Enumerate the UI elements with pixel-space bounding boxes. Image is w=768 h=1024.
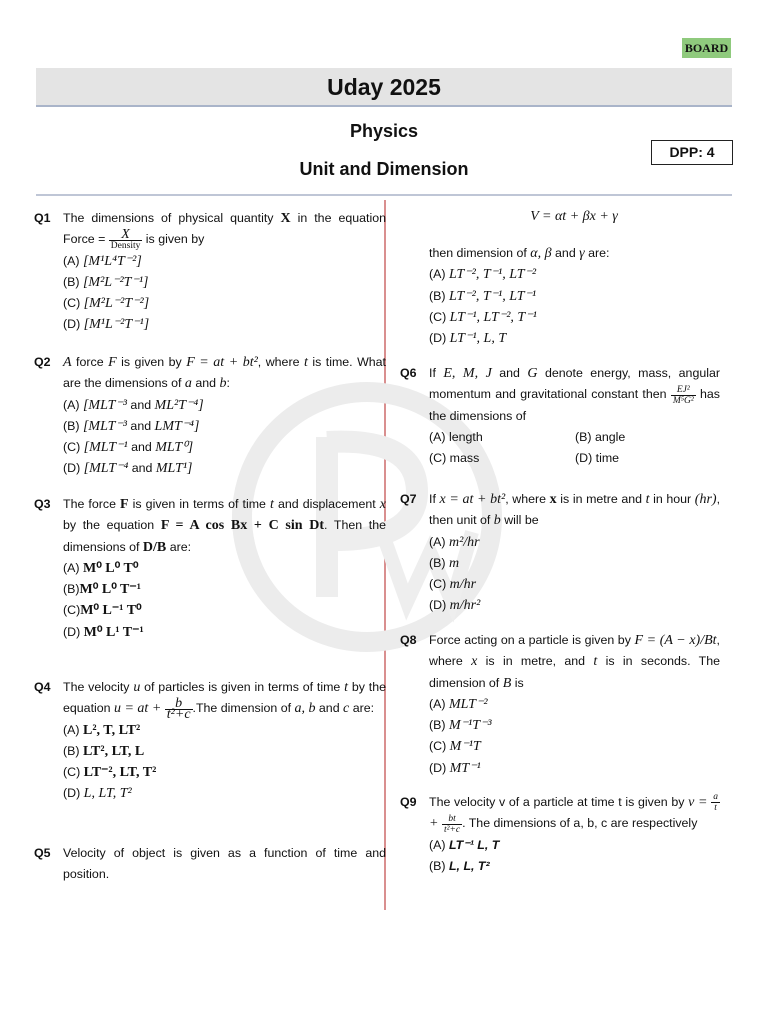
- q-text: in hour: [649, 492, 695, 506]
- q-math: G: [527, 366, 538, 381]
- q-math: b: [219, 376, 227, 392]
- q-text: by the equation: [63, 680, 387, 716]
- option-value: M⁰ L⁻¹ T⁰: [80, 603, 142, 619]
- q-math: α, β: [530, 246, 552, 261]
- q-math: X: [280, 211, 291, 226]
- option-text: and: [127, 440, 156, 455]
- option-value: MLT⁻²: [448, 696, 488, 712]
- option-value: M⁻¹T: [449, 739, 481, 755]
- option-value: MLT¹]: [155, 461, 193, 477]
- option-value: [MLT⁻¹: [83, 440, 128, 456]
- option-d: [63, 622, 386, 643]
- option-value: m/hr: [449, 577, 477, 593]
- q-text: . The dimensions of a, b, c are respectively: [462, 816, 698, 831]
- option-c: [429, 736, 720, 757]
- option-a: [429, 264, 747, 285]
- q-math: x = at + bt²: [439, 492, 506, 507]
- q-math: u: [133, 680, 141, 695]
- q-math: t: [593, 654, 598, 670]
- option-label: (D): [63, 317, 81, 332]
- q-math: t: [344, 680, 349, 695]
- q-math: +: [429, 816, 442, 832]
- question-body: [429, 243, 747, 349]
- option-b: [429, 715, 720, 736]
- option-label: (B): [63, 582, 80, 597]
- option-value: LT⁻², T⁻¹, LT⁻¹: [448, 288, 537, 304]
- question-body: [429, 489, 720, 617]
- option-a: [63, 720, 386, 741]
- option-label: (C): [63, 296, 81, 311]
- option-label: (C): [63, 765, 81, 780]
- q-math: E, M, J: [443, 366, 492, 381]
- option-value: L, LT, T²: [83, 786, 132, 802]
- option-label: (A): [63, 253, 80, 268]
- option-value: M⁰ L⁰ T⁻¹: [79, 582, 141, 598]
- option-label: (B): [63, 743, 80, 758]
- q-text: is given in terms of time: [128, 497, 270, 511]
- question-number: Q2: [34, 355, 51, 369]
- denominator: t²+c: [166, 706, 191, 722]
- q-text: force: [71, 355, 109, 369]
- fraction: [671, 385, 696, 406]
- q-math: t: [303, 355, 308, 370]
- numerator: X: [109, 230, 143, 241]
- q-text: and: [191, 376, 220, 391]
- option-c: [429, 307, 747, 328]
- option-a: [63, 251, 386, 272]
- dpp-box: DPP: 4: [651, 140, 733, 165]
- option-a: [429, 532, 720, 553]
- q-text: denote energy, mass, angular momentum and gravitational constant then: [429, 366, 720, 402]
- chapter-heading: Unit and Dimension: [299, 159, 469, 179]
- option-value: ML²T⁻⁴]: [154, 397, 204, 413]
- question-number: Q7: [400, 492, 417, 506]
- q-math: γ: [579, 246, 585, 261]
- option-label: (C): [63, 440, 81, 455]
- q-text: is: [511, 675, 524, 690]
- numerator: bt: [442, 814, 462, 825]
- numerator: EJ²: [671, 385, 696, 396]
- q-text: is given by: [116, 355, 187, 369]
- option-b: [429, 553, 720, 574]
- q-math: F: [120, 497, 129, 512]
- option-value: M⁻¹T⁻³: [448, 718, 492, 734]
- option-text: and: [126, 397, 155, 412]
- question-body: [429, 630, 720, 779]
- denominator: M⁵G²: [672, 395, 694, 406]
- option-label: (B): [429, 288, 446, 303]
- q-text: , then unit of: [429, 492, 721, 528]
- fraction: [109, 226, 143, 251]
- option-value: time: [595, 451, 620, 466]
- question-number: Q5: [34, 846, 51, 860]
- q-math: a, b: [294, 701, 316, 717]
- q-text: and: [315, 701, 344, 716]
- option-value: LT², LT, L: [82, 743, 145, 759]
- q-text: .The dimension of: [192, 701, 295, 716]
- option-value: m: [448, 555, 460, 571]
- option-value: mass: [449, 451, 480, 466]
- option-a: [63, 395, 386, 416]
- option-text: and: [126, 418, 155, 433]
- q-text: has the dimensions of: [429, 387, 721, 423]
- option-label: (A): [429, 837, 446, 852]
- option-label: (A): [429, 267, 446, 282]
- question-body: [429, 792, 720, 877]
- option-value: [MLT⁻⁴: [83, 461, 129, 477]
- q-text: If: [429, 366, 444, 380]
- option-value: LT⁻², T⁻¹, LT⁻²: [448, 267, 537, 283]
- q-text: , where: [505, 492, 550, 506]
- q-text: is in seconds. The dimension of: [429, 654, 720, 690]
- q-text: The dimensions of physical quantity: [63, 211, 281, 225]
- q-text: and: [491, 366, 528, 380]
- option-value: LT⁻¹ L, T: [448, 837, 500, 852]
- q-math: a: [184, 376, 192, 392]
- q-text: , where: [257, 355, 304, 369]
- option-d: [429, 328, 747, 349]
- option-label: (B): [429, 858, 446, 873]
- option-value: m/hr²: [449, 598, 481, 614]
- q-math: t: [270, 497, 274, 512]
- option-value: L², T, LT²: [82, 722, 141, 738]
- option-d: [575, 448, 715, 469]
- q-math: x: [379, 497, 386, 512]
- fraction: [442, 814, 462, 835]
- q-math: F = (A − x)/Bt: [634, 633, 717, 648]
- q-math: B: [502, 675, 512, 691]
- option-label: (A): [429, 696, 446, 711]
- q-math: F = A cos Bx + C sin Dt: [160, 518, 325, 534]
- option-label: (A): [63, 722, 80, 737]
- q-text: are:: [349, 701, 375, 716]
- question-body: [429, 363, 720, 469]
- q-math: F: [108, 355, 117, 370]
- fraction: [711, 792, 720, 813]
- q-text: Force acting on a particle is given by: [429, 633, 635, 647]
- option-value: [MLT⁻³: [82, 418, 127, 434]
- page-title: Uday 2025: [327, 74, 441, 100]
- question-number: Q4: [34, 680, 51, 694]
- option-c: [63, 437, 386, 458]
- option-b: [575, 427, 715, 448]
- option-d: [63, 458, 386, 479]
- q-text: , where: [429, 633, 720, 669]
- q-text: are:: [166, 539, 192, 554]
- q-math: b: [493, 513, 501, 529]
- option-value: M⁰ L¹ T⁻¹: [83, 624, 144, 640]
- q-text: will be: [500, 513, 539, 528]
- option-label: (A): [429, 534, 446, 549]
- option-c: [429, 448, 575, 469]
- option-value: [M¹L⁴T⁻²]: [82, 253, 142, 269]
- option-value: MLT⁰]: [155, 440, 194, 456]
- q-text: and displacement: [273, 497, 380, 511]
- q-math: t: [645, 492, 650, 507]
- question-body: [63, 208, 386, 336]
- question-body: [63, 494, 386, 643]
- option-b: [429, 856, 720, 877]
- option-label: (C): [429, 577, 447, 592]
- question-number: Q8: [400, 633, 417, 647]
- option-value: LT⁻¹, L, T: [449, 331, 507, 347]
- option-a: [429, 835, 720, 856]
- option-label: (B): [575, 429, 592, 444]
- question-body: [63, 352, 386, 480]
- q-text: in the equation Force =: [63, 211, 386, 247]
- q-text: is in metre, and: [477, 654, 594, 669]
- option-label: (D): [429, 598, 447, 613]
- option-value: [M²L⁻²T⁻²]: [83, 296, 150, 312]
- option-label: (A): [63, 560, 80, 575]
- option-b: [429, 286, 747, 307]
- option-label: (D): [429, 760, 447, 775]
- question-body: [63, 677, 386, 805]
- option-a: [429, 427, 575, 448]
- option-value: [M¹L⁻²T⁻¹]: [83, 317, 150, 333]
- numerator: a: [713, 792, 718, 803]
- option-b: [63, 579, 386, 600]
- option-label: (C): [63, 603, 81, 618]
- q-text: The velocity v of a particle at time t is given by: [429, 795, 689, 809]
- option-text: and: [128, 461, 156, 476]
- option-b: [63, 272, 386, 293]
- q-math: u = at +: [113, 701, 165, 717]
- option-value: m²/hr: [448, 534, 480, 550]
- q-text: is time. What are the dimensions of: [63, 355, 386, 391]
- option-d: [63, 783, 386, 804]
- q-text: by the equation: [63, 518, 161, 533]
- q-math: A: [63, 355, 72, 370]
- q-text: :: [226, 376, 230, 391]
- option-label: (B): [63, 418, 80, 433]
- option-c: [429, 574, 720, 595]
- option-value: LMT⁻⁴]: [154, 418, 200, 434]
- option-value: length: [448, 429, 483, 444]
- option-a: [63, 558, 386, 579]
- option-label: (B): [429, 555, 446, 570]
- option-label: (C): [429, 309, 447, 324]
- option-label: (C): [429, 451, 447, 466]
- question-number: Q9: [400, 795, 417, 809]
- q-text: is given by: [142, 232, 205, 247]
- q-text: of particles is given in terms of time: [140, 680, 345, 694]
- option-value: L, L, T²: [448, 858, 490, 873]
- q-math: c: [343, 701, 350, 717]
- q-text: The velocity: [63, 680, 134, 694]
- q-text: are:: [584, 246, 610, 260]
- header-divider: [36, 194, 732, 196]
- q-text: If: [429, 492, 440, 506]
- option-value: angle: [594, 429, 626, 444]
- options-grid: [429, 427, 720, 470]
- option-label: (B): [429, 718, 446, 733]
- option-label: (D): [575, 451, 593, 466]
- option-label: (A): [63, 397, 80, 412]
- board-badge: BOARD: [682, 38, 731, 58]
- option-b: [63, 741, 386, 762]
- option-c: [63, 762, 386, 783]
- option-value: LT⁻², LT, T²: [83, 765, 157, 781]
- q-text: then dimension of: [429, 246, 531, 260]
- question-number: Q6: [400, 366, 417, 380]
- fraction: [165, 695, 193, 722]
- option-value: [M²L⁻²T⁻¹]: [82, 274, 149, 290]
- q-text: The force: [63, 497, 121, 511]
- q-math: v =: [688, 795, 712, 810]
- q-text: and: [551, 246, 580, 260]
- denominator: t²+c: [443, 824, 461, 835]
- option-value: M⁰ L⁰ T⁰: [82, 560, 139, 576]
- denominator: Density: [110, 240, 141, 251]
- option-d: [63, 314, 386, 335]
- option-d: [429, 595, 720, 616]
- option-b: [63, 416, 386, 437]
- option-value: LT⁻¹, LT⁻², T⁻¹: [449, 309, 537, 325]
- q-math: x: [549, 492, 557, 507]
- option-value: [MLT⁻³: [82, 397, 127, 413]
- velocity-equation: V = αt + βx + γ: [530, 209, 618, 224]
- denominator: t: [714, 803, 717, 814]
- option-c: [63, 293, 386, 314]
- option-a: [429, 694, 720, 715]
- option-d: [429, 758, 720, 779]
- q-text: . Then the dimensions of: [63, 518, 387, 554]
- q-text: is in metre and: [556, 492, 646, 506]
- option-label: (A): [429, 429, 446, 444]
- q-math: F = at + bt²: [186, 355, 258, 370]
- title-band: [36, 68, 732, 107]
- option-label: (D): [63, 786, 81, 801]
- question-body: Velocity of object is given as a function of time and position.: [63, 846, 386, 882]
- option-label: (D): [429, 331, 447, 346]
- question-number: Q3: [34, 497, 51, 511]
- option-label: (D): [63, 624, 81, 639]
- numerator: b: [165, 699, 193, 710]
- question-number: Q1: [34, 211, 51, 225]
- option-c: [63, 600, 386, 621]
- option-value: MT⁻¹: [449, 760, 481, 776]
- q-math: (hr): [694, 492, 717, 507]
- q-math: D/B: [142, 539, 167, 555]
- option-label: (B): [63, 274, 80, 289]
- q-math: x: [471, 654, 478, 670]
- option-label: (D): [63, 461, 81, 476]
- option-label: (C): [429, 739, 447, 754]
- subject-heading: Physics: [349, 121, 419, 141]
